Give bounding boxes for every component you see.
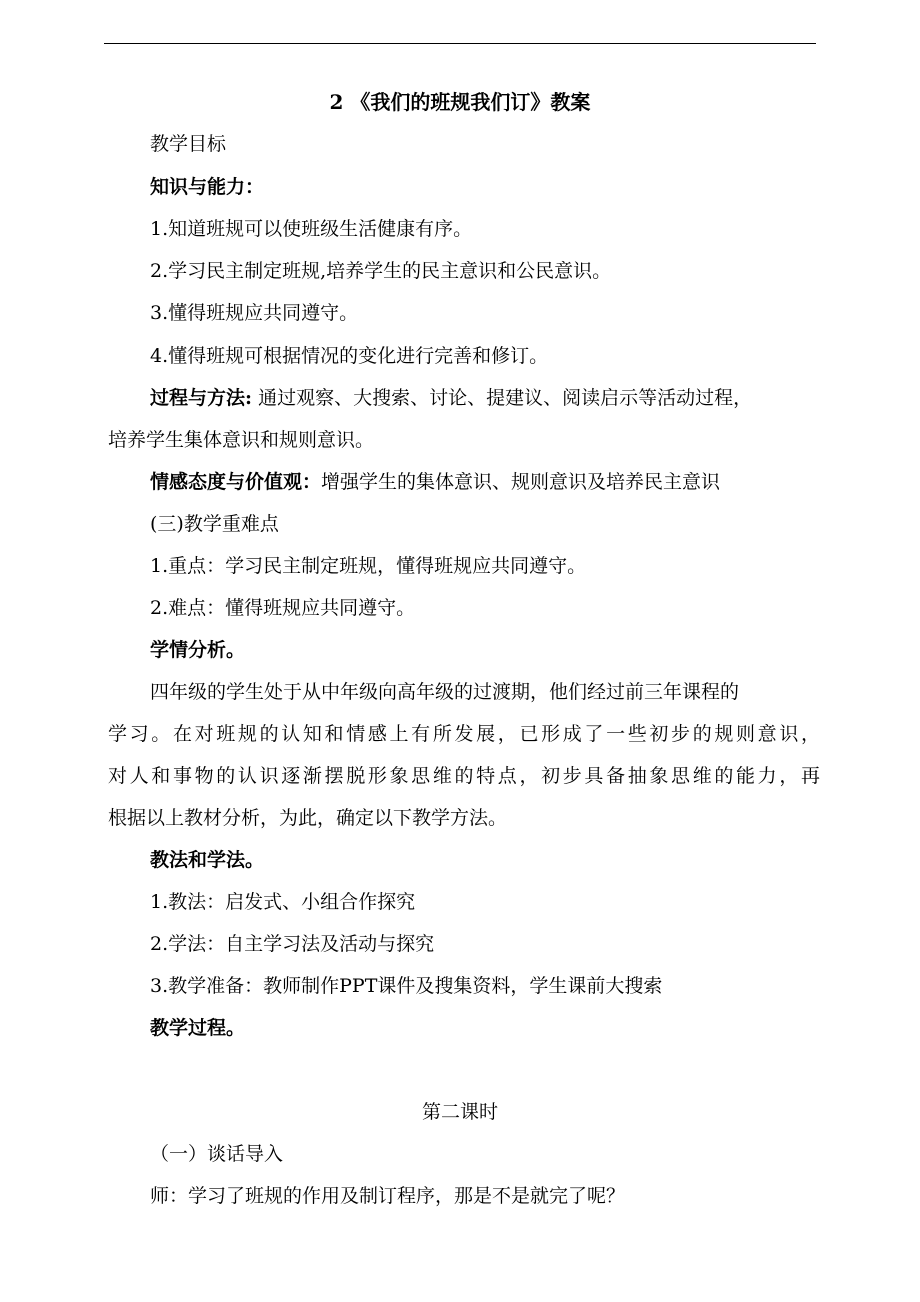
analysis-line-2: 学习。在对班规的认知和情感上有所发展，已形成了一些初步的规则意识， xyxy=(108,723,820,745)
emotion-line xyxy=(150,469,720,495)
lesson-heading: 第二课时 xyxy=(421,1101,498,1123)
document-title: 2 《我们的班规我们订》教案 xyxy=(329,90,591,114)
objectives-heading: 教学目标 xyxy=(150,133,227,155)
knowledge-item-2: 2.学习民主制定班规,培养学生的民主意识和公民意识。 xyxy=(150,260,612,282)
teacher-line: 师：学习了班规的作用及制订程序，那是不是就完了呢？ xyxy=(150,1185,626,1207)
process-method-label: 过程与方法: xyxy=(150,387,253,409)
method-2: 2.学法：自主学习法及活动与探究 xyxy=(150,933,435,955)
keypoint-2: 2.难点：懂得班规应共同遵守。 xyxy=(150,597,416,619)
process-method-text: 通过观察、大搜索、讨论、提建议、阅读启示等活动过程， xyxy=(258,387,753,409)
analysis-line-1: 四年级的学生处于从中年级向高年级的过渡期，他们经过前三年课程的 xyxy=(150,681,740,703)
analysis-line-4: 根据以上教材分析，为此，确定以下教学方法。 xyxy=(108,807,508,829)
method-1: 1.教法：启发式、小组合作探究 xyxy=(150,891,416,913)
knowledge-heading: 知识与能力： xyxy=(150,176,265,198)
emotion-label: 情感态度与价值观： xyxy=(150,471,322,493)
teaching-process-heading: 教学过程。 xyxy=(150,1017,246,1039)
method-3: 3.教学准备：教师制作PPT课件及搜集资料，学生课前大搜索 xyxy=(150,975,663,997)
section-heading-one: （一）谈话导入 xyxy=(150,1143,284,1165)
keypoint-1: 1.重点：学习民主制定班规，懂得班规应共同遵守。 xyxy=(150,555,587,577)
keypoints-heading: (三)教学重难点 xyxy=(150,513,279,535)
analysis-heading: 学情分析。 xyxy=(150,639,246,661)
analysis-line-3: 对人和事物的认识逐渐摆脱形象思维的特点，初步具备抽象思维的能力，再 xyxy=(108,765,820,787)
knowledge-item-3: 3.懂得班规应共同遵守。 xyxy=(150,302,359,324)
header-rule xyxy=(104,43,816,44)
process-method-text-continued: 培养学生集体意识和规则意识。 xyxy=(108,429,375,451)
methods-heading: 教法和学法。 xyxy=(150,849,265,871)
knowledge-item-4: 4.懂得班规可根据情况的变化进行完善和修订。 xyxy=(150,345,549,367)
emotion-text: 增强学生的集体意识、规则意识及培养民主意识 xyxy=(321,471,721,493)
process-method-line xyxy=(150,385,752,411)
knowledge-item-1: 1.知道班规可以使班级生活健康有序。 xyxy=(150,218,473,240)
